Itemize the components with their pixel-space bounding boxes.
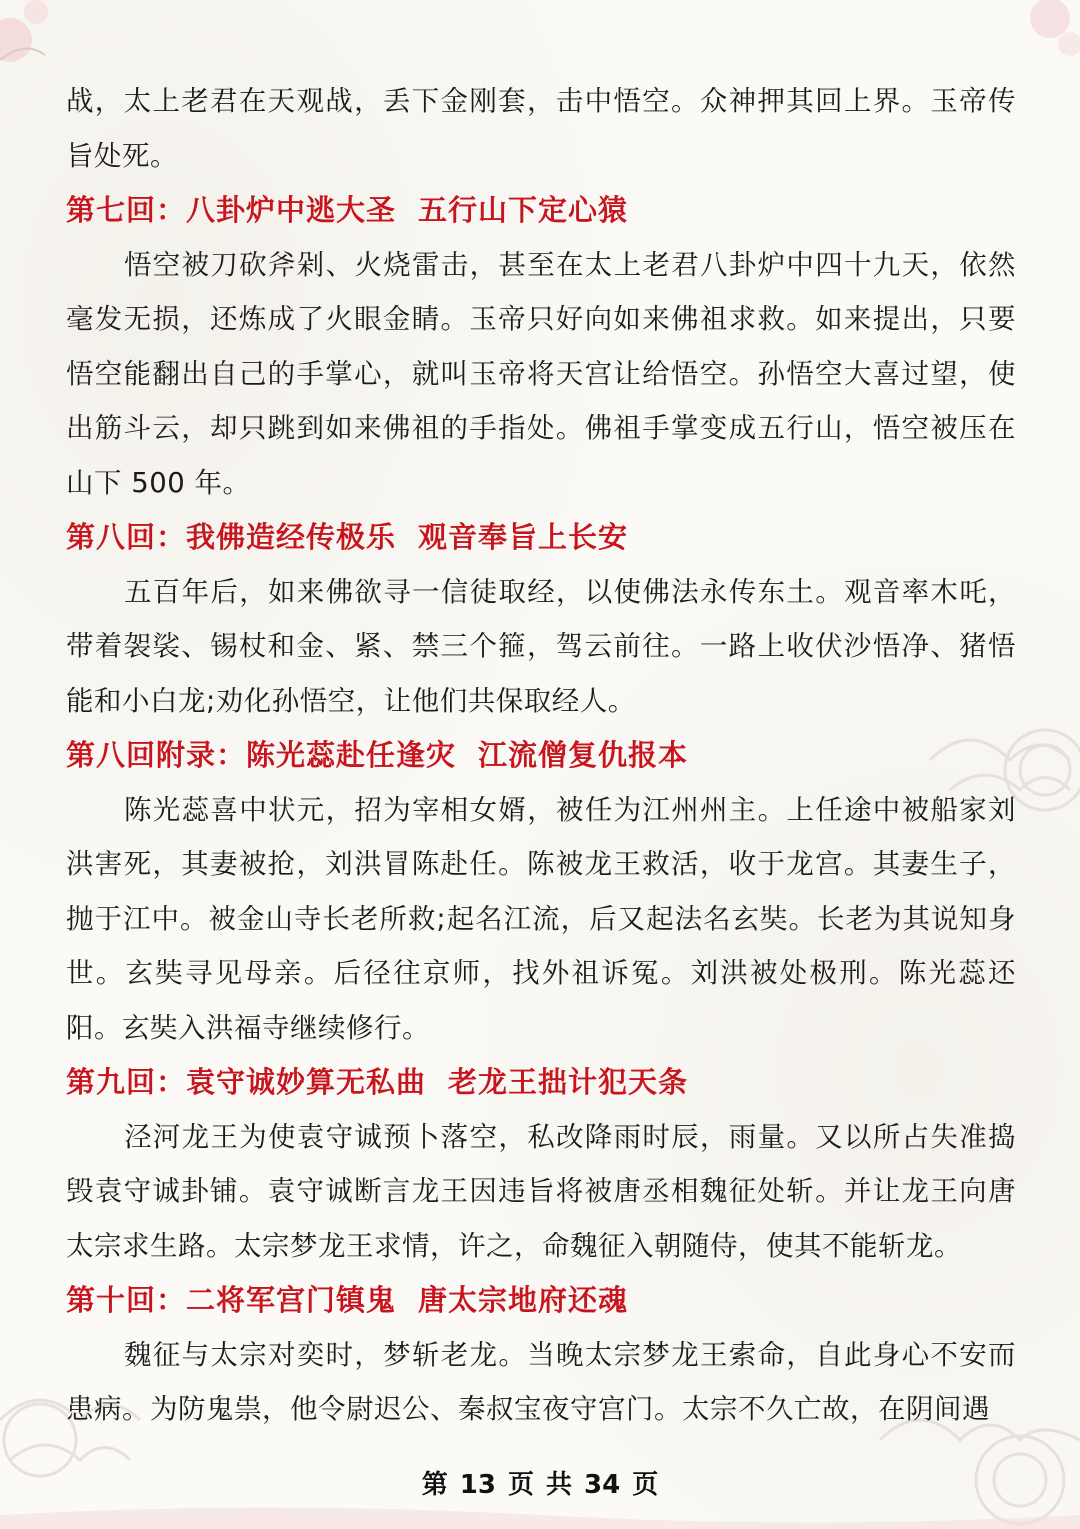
chapter-title-first: 我佛造经传极乐 <box>186 520 397 554</box>
chapter-title-first: 二将军宫门镇鬼 <box>186 1283 397 1317</box>
chapter-number: 第八回： <box>66 520 187 554</box>
chapter-title-second: 观音奉旨上长安 <box>418 520 629 554</box>
chapter-title-second: 五行山下定心猿 <box>418 193 629 227</box>
chapter-heading-8-appendix <box>66 728 1016 783</box>
chapter-number: 第七回： <box>66 193 187 227</box>
chapter-heading-7 <box>66 183 1016 238</box>
page-footer <box>0 1464 1080 1501</box>
article-body <box>66 74 1016 1437</box>
chapter-title-first: 袁守诚妙算无私曲 <box>186 1065 427 1099</box>
chapter-heading-9 <box>66 1055 1016 1110</box>
footer-label-unit: 页 <box>507 1470 534 1500</box>
footer-label-total: 共 <box>546 1470 573 1500</box>
total-page-count: 34 <box>584 1470 621 1500</box>
chapter-body-7: 悟空被刀砍斧剁、火烧雷击，甚至在太上老君八卦炉中四十九天，依然毫发无损，还炼成了火眼金睛。玉帝只好向如来佛祖求救。如来提出，只要悟空能翻出自己的手掌心，就叫玉帝将天宫让给悟空。孙悟空大喜过望，使出筋斗云，却只跳到如来佛祖的手指处。佛祖手掌变成五行山，悟空被压在山下 500 年。 <box>66 248 1016 499</box>
chapter-heading-10 <box>66 1273 1016 1328</box>
chapter-body-8-appendix: 陈光蕊喜中状元，招为宰相女婿，被任为江州州主。上任途中被船家刘洪害死，其妻被抢，刘洪冒陈赴任。陈被龙王救活，收于龙宫。其妻生子，抛于江中。被金山寺长老所救;起名江流，后又起法名玄奘。长老为其说知身世。玄奘寻见母亲。后径往京师，找外祖诉冤。刘洪被处极刑。陈光蕊还阳。玄奘入洪福寺继续修行。 <box>66 793 1016 1044</box>
bottom-border-wave <box>0 1508 1080 1529</box>
chapter-number: 第八回附录： <box>66 738 247 772</box>
chapter-title-second: 江流僧复仇报本 <box>478 738 689 772</box>
current-page-number: 13 <box>459 1470 496 1500</box>
chapter-number: 第十回： <box>66 1283 187 1317</box>
chapter-heading-8 <box>66 510 1016 565</box>
chapter-title-first: 八卦炉中逃大圣 <box>186 193 397 227</box>
chapter-title-first: 陈光蕊赴任逢灾 <box>246 738 457 772</box>
chapter-body-10: 魏征与太宗对奕时，梦斩老龙。当晚太宗梦龙王索命，自此身心不安而患病。为防鬼祟，他令尉迟公、秦叔宝夜守宫门。太宗不久亡故，在阴间遇 <box>66 1338 1016 1425</box>
chapter-title-second: 老龙王拙计犯天条 <box>448 1065 689 1099</box>
chapter-body-8: 五百年后，如来佛欲寻一信徒取经，以使佛法永传东土。观音率木吒，带着袈裟、锡杖和金、紧、禁三个箍，驾云前往。一路上收伏沙悟净、猪悟能和小白龙;劝化孙悟空，让他们共保取经人。 <box>66 575 1016 717</box>
plum-blossom-decoration <box>0 0 1080 62</box>
footer-label-unit-2: 页 <box>632 1470 659 1500</box>
footer-label-page: 第 <box>421 1470 448 1500</box>
chapter-title-second: 唐太宗地府还魂 <box>418 1283 629 1317</box>
chapter-body-9: 泾河龙王为使袁守诚预卜落空，私改降雨时辰，雨量。又以所占失准捣毁袁守诚卦铺。袁守诚断言龙王因违旨将被唐丞相魏征处斩。并让龙王向唐太宗求生路。太宗梦龙王求情，许之，命魏征入朝随侍，使其不能斩龙。 <box>66 1120 1016 1262</box>
intro-paragraph: 战，太上老君在天观战，丢下金刚套，击中悟空。众神押其回上界。玉帝传旨处死。 <box>66 85 1016 172</box>
chapter-number: 第九回： <box>66 1065 187 1099</box>
